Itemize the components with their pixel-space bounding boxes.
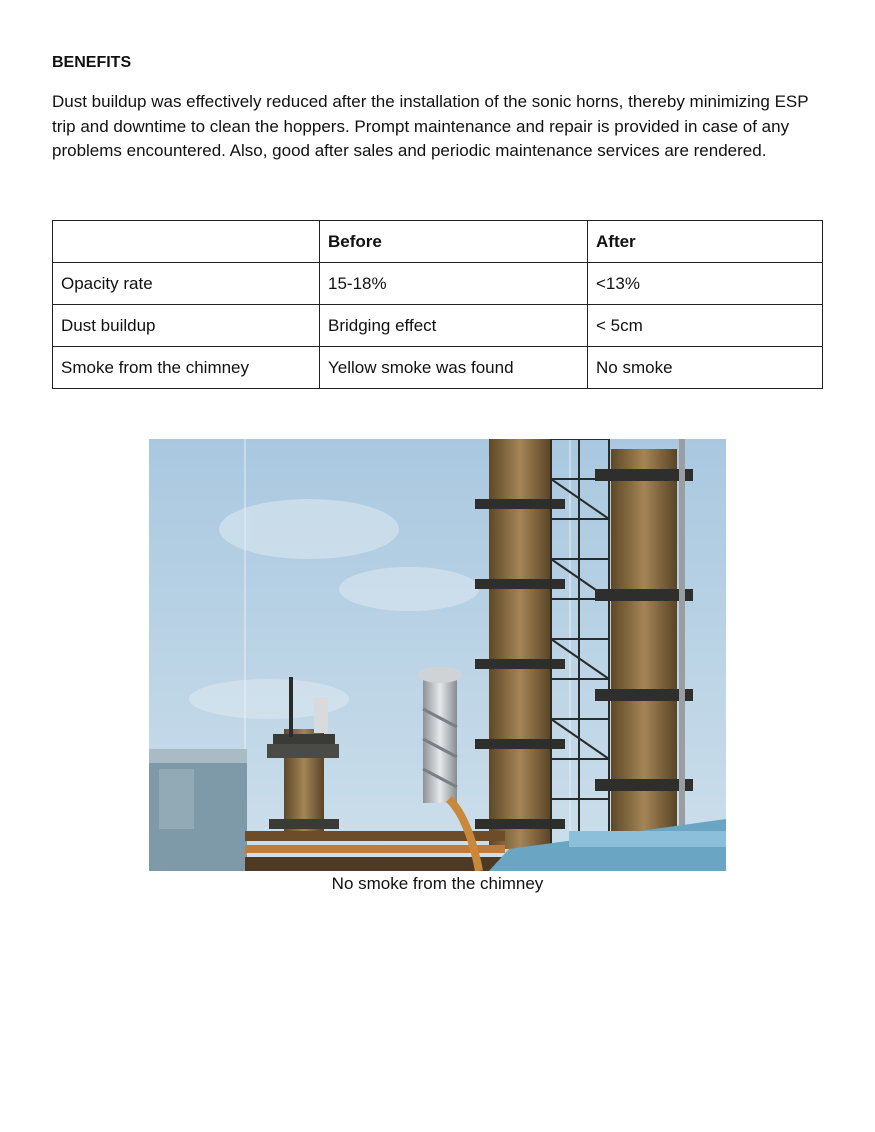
- table-row: [53, 347, 823, 389]
- section-heading: BENEFITS: [52, 54, 132, 71]
- header-cell-blank: [53, 221, 320, 263]
- before-value: 15-18%: [320, 263, 588, 305]
- row-label: Dust buildup: [53, 305, 320, 347]
- left-building: [149, 749, 247, 871]
- before-value: Bridging effect: [320, 305, 588, 347]
- table-header-row: [53, 221, 823, 263]
- after-value: <13%: [588, 263, 823, 305]
- table-row: [53, 263, 823, 305]
- row-label: Smoke from the chimney: [53, 347, 320, 389]
- before-value: Yellow smoke was found: [320, 347, 588, 389]
- row-label: Opacity rate: [53, 263, 320, 305]
- comparison-table: [52, 220, 823, 389]
- steel-stack: [418, 667, 462, 803]
- after-value: < 5cm: [588, 305, 823, 347]
- figure-caption: No smoke from the chimney: [331, 874, 544, 893]
- header-cell-after: After: [588, 221, 823, 263]
- header-cell-before: Before: [320, 221, 588, 263]
- after-value: No smoke: [588, 347, 823, 389]
- table-row: [53, 305, 823, 347]
- chimney-photo: [149, 439, 726, 871]
- benefits-paragraph: Dust buildup was effectively reduced after the installation of the sonic horns, thereby minimizing ESP trip and downtime to clean the hoppers. Prompt maintenance and repair is provided in case of any problems encountered. Also, good after sales and periodic maintenance services are rendered.: [52, 92, 809, 160]
